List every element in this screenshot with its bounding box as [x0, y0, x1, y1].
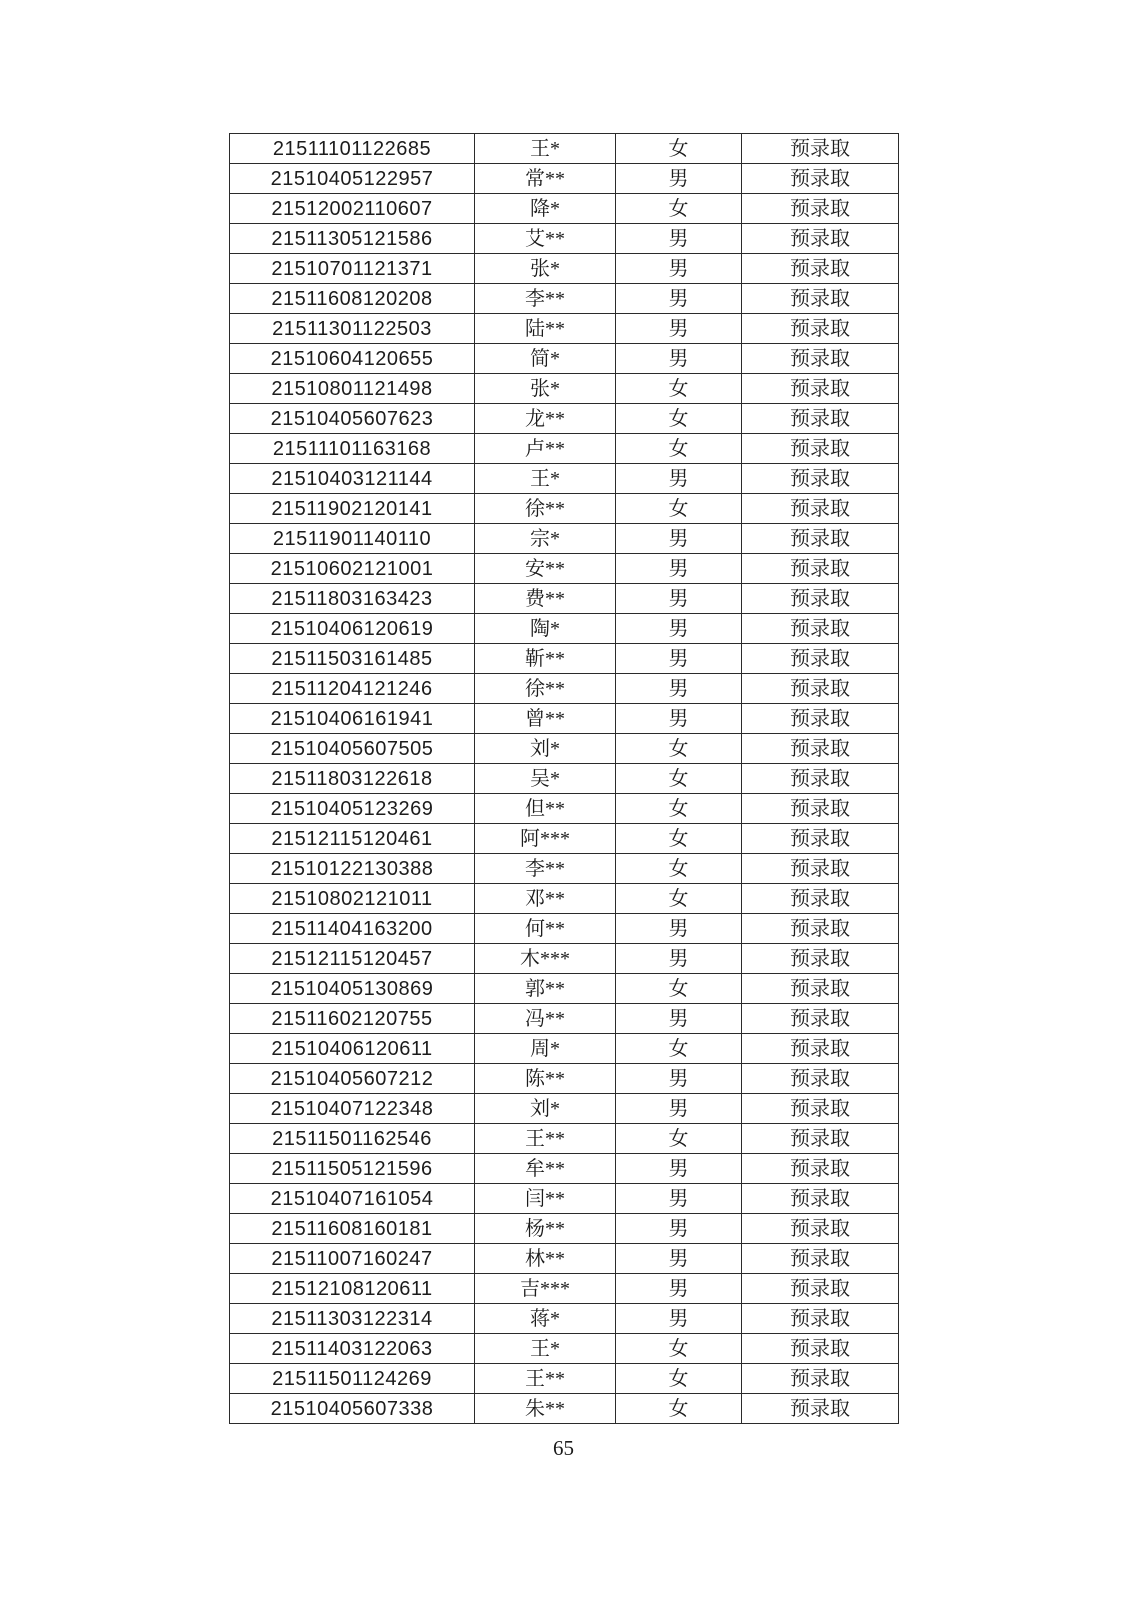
table-row — [230, 974, 899, 1004]
exam-id-cell: 21511501162546 — [230, 1124, 475, 1154]
gender-cell: 女 — [616, 1034, 742, 1064]
status-cell: 预录取 — [742, 404, 899, 434]
gender-cell: 男 — [616, 1184, 742, 1214]
table-row — [230, 494, 899, 524]
exam-id-cell: 21511305121586 — [230, 224, 475, 254]
exam-id-cell: 21510405607623 — [230, 404, 475, 434]
gender-cell: 男 — [616, 614, 742, 644]
status-cell: 预录取 — [742, 1364, 899, 1394]
name-cell: 蒋* — [475, 1304, 616, 1334]
name-cell: 王** — [475, 1364, 616, 1394]
exam-id-cell: 21510407122348 — [230, 1094, 475, 1124]
status-cell: 预录取 — [742, 1004, 899, 1034]
exam-id-cell: 21510701121371 — [230, 254, 475, 284]
status-cell: 预录取 — [742, 1274, 899, 1304]
gender-cell: 女 — [616, 1394, 742, 1424]
table-row — [230, 854, 899, 884]
name-cell: 简* — [475, 344, 616, 374]
status-cell: 预录取 — [742, 824, 899, 854]
exam-id-cell: 21511901140110 — [230, 524, 475, 554]
name-cell: 吉*** — [475, 1274, 616, 1304]
table-row — [230, 824, 899, 854]
status-cell: 预录取 — [742, 764, 899, 794]
status-cell: 预录取 — [742, 314, 899, 344]
status-cell: 预录取 — [742, 974, 899, 1004]
exam-id-cell: 21510802121011 — [230, 884, 475, 914]
status-cell: 预录取 — [742, 1094, 899, 1124]
exam-id-cell: 21511101163168 — [230, 434, 475, 464]
name-cell: 李** — [475, 854, 616, 884]
gender-cell: 男 — [616, 1004, 742, 1034]
gender-cell: 女 — [616, 194, 742, 224]
status-cell: 预录取 — [742, 704, 899, 734]
name-cell: 陆** — [475, 314, 616, 344]
table-row — [230, 404, 899, 434]
table-row — [230, 194, 899, 224]
table-row — [230, 374, 899, 404]
exam-id-cell: 21510604120655 — [230, 344, 475, 374]
name-cell: 李** — [475, 284, 616, 314]
exam-id-cell: 21511101122685 — [230, 134, 475, 164]
status-cell: 预录取 — [742, 134, 899, 164]
name-cell: 宗* — [475, 524, 616, 554]
name-cell: 吴* — [475, 764, 616, 794]
exam-id-cell: 21510407161054 — [230, 1184, 475, 1214]
exam-id-cell: 21510405607338 — [230, 1394, 475, 1424]
exam-id-cell: 21512115120457 — [230, 944, 475, 974]
name-cell: 王* — [475, 464, 616, 494]
table-row — [230, 134, 899, 164]
table-row — [230, 704, 899, 734]
name-cell: 曾** — [475, 704, 616, 734]
exam-id-cell: 21511803122618 — [230, 764, 475, 794]
status-cell: 预录取 — [742, 164, 899, 194]
gender-cell: 男 — [616, 344, 742, 374]
exam-id-cell: 21510406120619 — [230, 614, 475, 644]
table-row — [230, 1184, 899, 1214]
name-cell: 木*** — [475, 944, 616, 974]
name-cell: 但** — [475, 794, 616, 824]
name-cell: 常** — [475, 164, 616, 194]
name-cell: 王* — [475, 134, 616, 164]
table-row — [230, 1154, 899, 1184]
gender-cell: 女 — [616, 794, 742, 824]
exam-id-cell: 21511902120141 — [230, 494, 475, 524]
exam-id-cell: 21511602120755 — [230, 1004, 475, 1034]
gender-cell: 男 — [616, 584, 742, 614]
status-cell: 预录取 — [742, 1124, 899, 1154]
table-row — [230, 1304, 899, 1334]
name-cell: 龙** — [475, 404, 616, 434]
exam-id-cell: 21510801121498 — [230, 374, 475, 404]
status-cell: 预录取 — [742, 1214, 899, 1244]
table-row — [230, 1064, 899, 1094]
exam-id-cell: 21511303122314 — [230, 1304, 475, 1334]
gender-cell: 男 — [616, 914, 742, 944]
name-cell: 陈** — [475, 1064, 616, 1094]
exam-id-cell: 21511803163423 — [230, 584, 475, 614]
table-row — [230, 1394, 899, 1424]
exam-id-cell: 21511403122063 — [230, 1334, 475, 1364]
gender-cell: 男 — [616, 1094, 742, 1124]
exam-id-cell: 21510405122957 — [230, 164, 475, 194]
table-row — [230, 224, 899, 254]
name-cell: 靳** — [475, 644, 616, 674]
table-row — [230, 764, 899, 794]
table-row — [230, 1214, 899, 1244]
name-cell: 降* — [475, 194, 616, 224]
name-cell: 张* — [475, 254, 616, 284]
exam-id-cell: 21512108120611 — [230, 1274, 475, 1304]
name-cell: 安** — [475, 554, 616, 584]
status-cell: 预录取 — [742, 284, 899, 314]
exam-id-cell: 21511505121596 — [230, 1154, 475, 1184]
gender-cell: 男 — [616, 644, 742, 674]
exam-id-cell: 21511204121246 — [230, 674, 475, 704]
table-row — [230, 644, 899, 674]
table-row — [230, 614, 899, 644]
gender-cell: 男 — [616, 674, 742, 704]
exam-id-cell: 21510602121001 — [230, 554, 475, 584]
table-row — [230, 284, 899, 314]
gender-cell: 女 — [616, 884, 742, 914]
table-row — [230, 554, 899, 584]
gender-cell: 男 — [616, 284, 742, 314]
status-cell: 预录取 — [742, 674, 899, 704]
table-row — [230, 884, 899, 914]
table-row — [230, 584, 899, 614]
exam-id-cell: 21511501124269 — [230, 1364, 475, 1394]
gender-cell: 女 — [616, 734, 742, 764]
status-cell: 预录取 — [742, 524, 899, 554]
exam-id-cell: 21510122130388 — [230, 854, 475, 884]
name-cell: 卢** — [475, 434, 616, 464]
name-cell: 刘* — [475, 734, 616, 764]
gender-cell: 男 — [616, 554, 742, 584]
name-cell: 王** — [475, 1124, 616, 1154]
status-cell: 预录取 — [742, 1304, 899, 1334]
gender-cell: 女 — [616, 494, 742, 524]
exam-id-cell: 21510405130869 — [230, 974, 475, 1004]
exam-id-cell: 21510405123269 — [230, 794, 475, 824]
status-cell: 预录取 — [742, 1184, 899, 1214]
name-cell: 何** — [475, 914, 616, 944]
gender-cell: 男 — [616, 1064, 742, 1094]
table-row — [230, 1334, 899, 1364]
name-cell: 艾** — [475, 224, 616, 254]
name-cell: 邓** — [475, 884, 616, 914]
gender-cell: 男 — [616, 704, 742, 734]
status-cell: 预录取 — [742, 1394, 899, 1424]
admission-table — [229, 133, 899, 1424]
name-cell: 林** — [475, 1244, 616, 1274]
name-cell: 郭** — [475, 974, 616, 1004]
exam-id-cell: 21511007160247 — [230, 1244, 475, 1274]
gender-cell: 女 — [616, 374, 742, 404]
name-cell: 牟** — [475, 1154, 616, 1184]
gender-cell: 男 — [616, 254, 742, 284]
name-cell: 刘* — [475, 1094, 616, 1124]
exam-id-cell: 21510406120611 — [230, 1034, 475, 1064]
table-row — [230, 734, 899, 764]
name-cell: 闫** — [475, 1184, 616, 1214]
exam-id-cell: 21511404163200 — [230, 914, 475, 944]
gender-cell: 男 — [616, 1214, 742, 1244]
exam-id-cell: 21510403121144 — [230, 464, 475, 494]
table-row — [230, 254, 899, 284]
status-cell: 预录取 — [742, 734, 899, 764]
table-row — [230, 1004, 899, 1034]
exam-id-cell: 21512002110607 — [230, 194, 475, 224]
status-cell: 预录取 — [742, 224, 899, 254]
gender-cell: 女 — [616, 1364, 742, 1394]
gender-cell: 男 — [616, 944, 742, 974]
table-row — [230, 1244, 899, 1274]
gender-cell: 女 — [616, 824, 742, 854]
name-cell: 徐** — [475, 494, 616, 524]
status-cell: 预录取 — [742, 434, 899, 464]
table-row — [230, 794, 899, 824]
status-cell: 预录取 — [742, 374, 899, 404]
status-cell: 预录取 — [742, 884, 899, 914]
table-row — [230, 1364, 899, 1394]
table-row — [230, 1094, 899, 1124]
name-cell: 朱** — [475, 1394, 616, 1424]
status-cell: 预录取 — [742, 1244, 899, 1274]
exam-id-cell: 21511608160181 — [230, 1214, 475, 1244]
exam-id-cell: 21511608120208 — [230, 284, 475, 314]
gender-cell: 女 — [616, 764, 742, 794]
exam-id-cell: 21511503161485 — [230, 644, 475, 674]
gender-cell: 男 — [616, 1154, 742, 1184]
table-row — [230, 674, 899, 704]
status-cell: 预录取 — [742, 1154, 899, 1184]
name-cell: 张* — [475, 374, 616, 404]
status-cell: 预录取 — [742, 944, 899, 974]
name-cell: 王* — [475, 1334, 616, 1364]
gender-cell: 男 — [616, 464, 742, 494]
name-cell: 陶* — [475, 614, 616, 644]
exam-id-cell: 21510405607505 — [230, 734, 475, 764]
gender-cell: 女 — [616, 434, 742, 464]
gender-cell: 男 — [616, 164, 742, 194]
exam-id-cell: 21510405607212 — [230, 1064, 475, 1094]
status-cell: 预录取 — [742, 344, 899, 374]
name-cell: 费** — [475, 584, 616, 614]
name-cell: 阿*** — [475, 824, 616, 854]
status-cell: 预录取 — [742, 194, 899, 224]
table-row — [230, 464, 899, 494]
status-cell: 预录取 — [742, 464, 899, 494]
status-cell: 预录取 — [742, 554, 899, 584]
table-row — [230, 164, 899, 194]
table-row — [230, 314, 899, 344]
status-cell: 预录取 — [742, 794, 899, 824]
name-cell: 徐** — [475, 674, 616, 704]
gender-cell: 男 — [616, 1274, 742, 1304]
name-cell: 冯** — [475, 1004, 616, 1034]
table-row — [230, 1124, 899, 1154]
exam-id-cell: 21512115120461 — [230, 824, 475, 854]
table-row — [230, 1034, 899, 1064]
status-cell: 预录取 — [742, 1034, 899, 1064]
gender-cell: 男 — [616, 1304, 742, 1334]
status-cell: 预录取 — [742, 644, 899, 674]
table-row — [230, 1274, 899, 1304]
gender-cell: 女 — [616, 404, 742, 434]
gender-cell: 男 — [616, 314, 742, 344]
table-row — [230, 944, 899, 974]
gender-cell: 女 — [616, 854, 742, 884]
status-cell: 预录取 — [742, 1064, 899, 1094]
name-cell: 周* — [475, 1034, 616, 1064]
status-cell: 预录取 — [742, 914, 899, 944]
status-cell: 预录取 — [742, 614, 899, 644]
status-cell: 预录取 — [742, 494, 899, 524]
status-cell: 预录取 — [742, 254, 899, 284]
gender-cell: 女 — [616, 974, 742, 1004]
exam-id-cell: 21511301122503 — [230, 314, 475, 344]
page-number: 65 — [553, 1436, 574, 1460]
gender-cell: 男 — [616, 524, 742, 554]
gender-cell: 男 — [616, 1244, 742, 1274]
status-cell: 预录取 — [742, 854, 899, 884]
gender-cell: 女 — [616, 1334, 742, 1364]
gender-cell: 女 — [616, 134, 742, 164]
exam-id-cell: 21510406161941 — [230, 704, 475, 734]
name-cell: 杨** — [475, 1214, 616, 1244]
table-row — [230, 914, 899, 944]
table-row — [230, 524, 899, 554]
gender-cell: 男 — [616, 224, 742, 254]
status-cell: 预录取 — [742, 1334, 899, 1364]
gender-cell: 女 — [616, 1124, 742, 1154]
table-row — [230, 434, 899, 464]
admission-table-body — [230, 134, 899, 1424]
table-row — [230, 344, 899, 374]
status-cell: 预录取 — [742, 584, 899, 614]
